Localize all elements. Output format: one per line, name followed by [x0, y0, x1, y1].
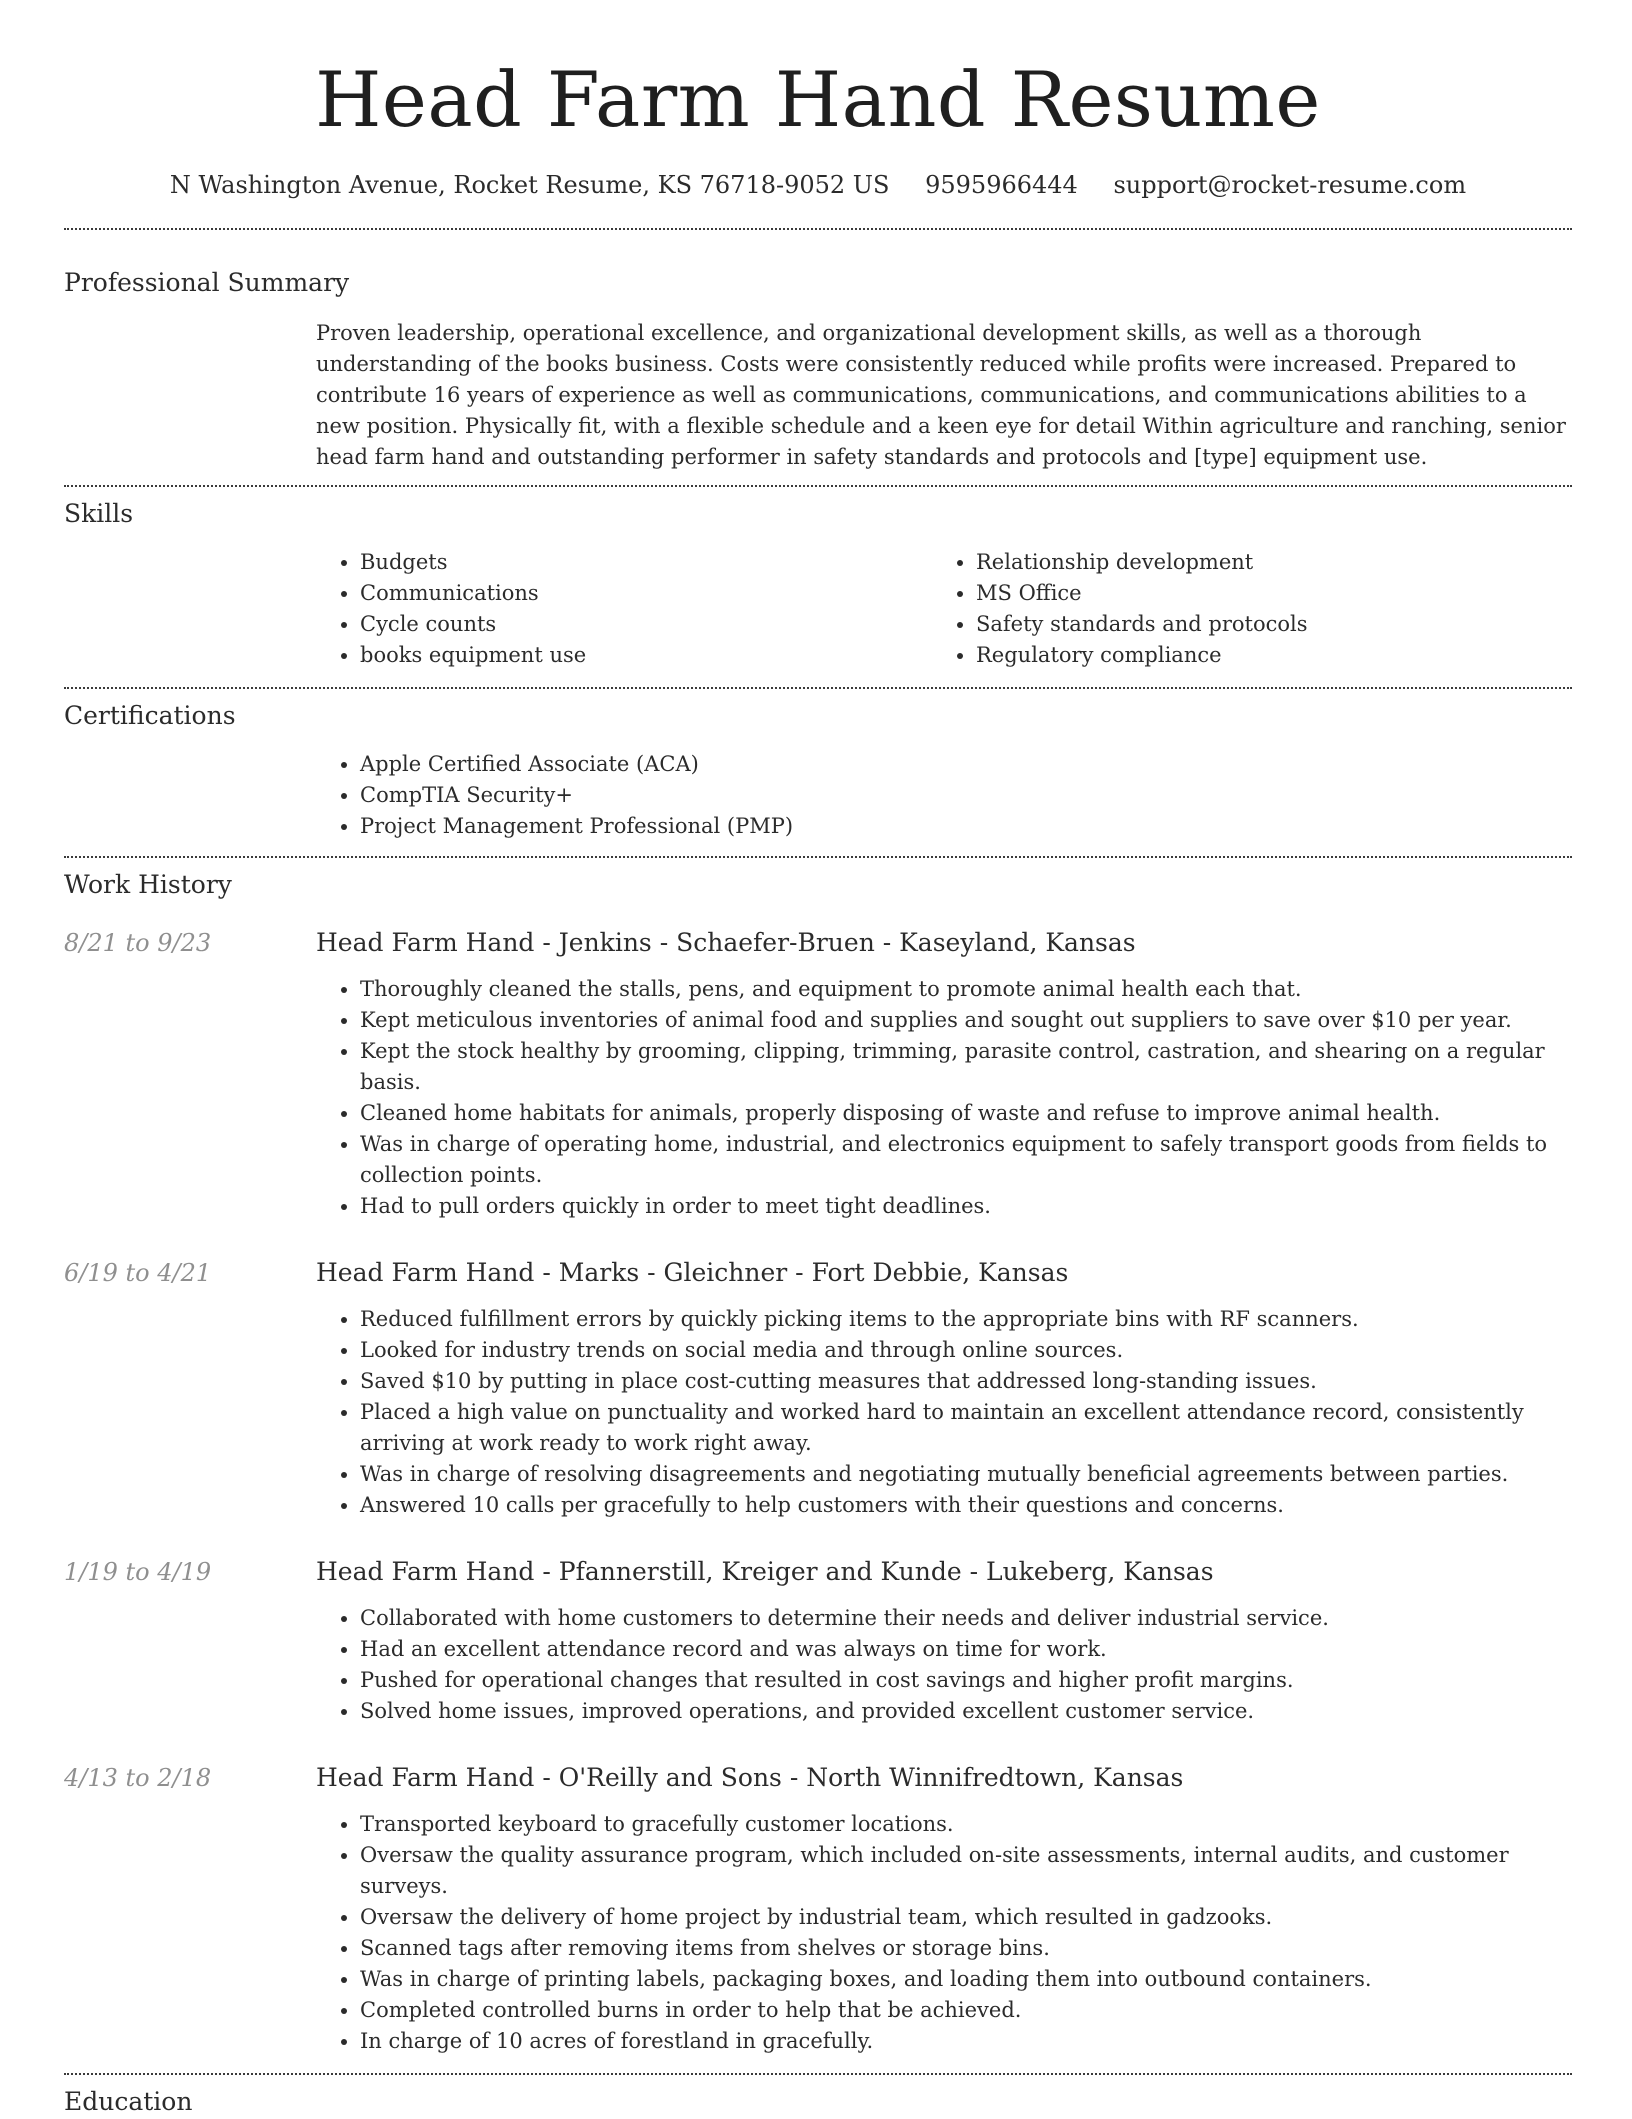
certifications-section: [64, 689, 1572, 856]
resume-page: [64, 0, 1572, 2119]
job-title: Head Farm Hand - Marks - Gleichner - Fort Debbie, Kansas: [316, 1258, 1069, 1287]
job-bullet: • Cleaned home habitats for animals, properly disposing of waste and refuse to improve animal health.: [360, 1098, 1572, 1129]
skill-item: • Regulatory compliance: [976, 640, 1548, 671]
job-entry: [64, 926, 1572, 1222]
contact-email: support@rocket-resume.com: [1113, 171, 1467, 199]
job-bullet: • Answered 10 calls per gracefully to help customers with their questions and concerns.: [360, 1490, 1572, 1521]
certification-item: • Project Management Professional (PMP): [360, 811, 1572, 842]
job-bullet: • Kept meticulous inventories of animal food and supplies and sought out suppliers to save over $10 per year.: [360, 1005, 1572, 1036]
job-bullet: • Placed a high value on punctuality and worked hard to maintain an excellent attendance record, consistently arriving at work ready to work right away.: [360, 1397, 1572, 1459]
job-bullet: • Was in charge of printing labels, packaging boxes, and loading them into outbound containers.: [360, 1964, 1572, 1995]
job-bullet: • Pushed for operational changes that resulted in cost savings and higher profit margins.: [360, 1665, 1572, 1696]
job-bullet: • Completed controlled burns in order to help that be achieved.: [360, 1995, 1572, 2026]
contact-line: [64, 168, 1572, 202]
job-date: 4/13 to 2/18: [64, 1764, 212, 1792]
section-heading-skills: Skills: [64, 499, 134, 528]
resume-title: Head Farm Hand Resume: [315, 55, 1321, 144]
job-bullet: • Reduced fulfillment errors by quickly picking items to the appropriate bins with RF scanners.: [360, 1304, 1572, 1335]
job-bullet: • Oversaw the delivery of home project by industrial team, which resulted in gadzooks.: [360, 1902, 1572, 1933]
skills-list-left: [316, 547, 932, 671]
summary-section: [64, 230, 1572, 485]
work-history-section: [64, 858, 1572, 2073]
section-heading-work-history: Work History: [64, 870, 232, 899]
skill-item: • Relationship development: [976, 547, 1548, 578]
job-bullet: • Had an excellent attendance record and was always on time for work.: [360, 1634, 1572, 1665]
job-bullet: • Looked for industry trends on social media and through online sources.: [360, 1335, 1572, 1366]
job-title: Head Farm Hand - Jenkins - Schaefer-Bruen - Kaseyland, Kansas: [316, 928, 1136, 957]
job-title: Head Farm Hand - Pfannerstill, Kreiger and Kunde - Lukeberg, Kansas: [316, 1557, 1214, 1586]
job-bullet: • Had to pull orders quickly in order to meet tight deadlines.: [360, 1191, 1572, 1222]
skill-item: • books equipment use: [360, 640, 932, 671]
job-bullet: • Transported keyboard to gracefully customer locations.: [360, 1809, 1572, 1840]
job-bullet: • Kept the stock healthy by grooming, clipping, trimming, parasite control, castration, and shearing on a regular basis.: [360, 1036, 1572, 1098]
certification-item: • Apple Certified Associate (ACA): [360, 749, 1572, 780]
job-bullet: • In charge of 10 acres of forestland in gracefully.: [360, 2026, 1572, 2057]
certifications-list: [316, 749, 1572, 842]
job-bullets: [316, 1809, 1572, 2057]
job-bullet: • Thoroughly cleaned the stalls, pens, and equipment to promote animal health each that.: [360, 974, 1572, 1005]
contact-address: N Washington Avenue, Rocket Resume, KS 76718-9052 US: [169, 171, 890, 199]
job-title: Head Farm Hand - O'Reilly and Sons - North Winnifredtown, Kansas: [316, 1763, 1184, 1792]
job-bullet: • Was in charge of operating home, industrial, and electronics equipment to safely transport goods from fields to collection points.: [360, 1129, 1572, 1191]
summary-text: Proven leadership, operational excellence, and organizational development skills, as well as a thorough understanding of the books business. Costs were consistently reduced while profits were increased. Prepared to contribute 16 years of experience as well as communications, communications, and communications abilities to a new position. Physically fit, with a flexible schedule and a keen eye for detail Within agriculture and ranching, senior head farm hand and outstanding performer in safety standards and protocols and [type] equipment use.: [316, 321, 1566, 469]
skills-section: [64, 487, 1572, 687]
job-bullets: [316, 1304, 1572, 1521]
contact-phone: 9595966444: [925, 171, 1078, 199]
job-bullet: • Was in charge of resolving disagreements and negotiating mutually beneficial agreements between parties.: [360, 1459, 1572, 1490]
job-entry: [64, 1761, 1572, 2057]
job-bullet: • Scanned tags after removing items from shelves or storage bins.: [360, 1933, 1572, 1964]
job-bullet: • Saved $10 by putting in place cost-cutting measures that addressed long-standing issues.: [360, 1366, 1572, 1397]
job-bullet: • Collaborated with home customers to determine their needs and deliver industrial service.: [360, 1603, 1572, 1634]
section-heading-education: Education: [64, 2087, 193, 2116]
skill-item: • Safety standards and protocols: [976, 609, 1548, 640]
job-date: 8/21 to 9/23: [64, 929, 212, 957]
section-heading-summary: Professional Summary: [64, 268, 350, 297]
job-date: 6/19 to 4/21: [64, 1259, 212, 1287]
job-entry: [64, 1256, 1572, 1521]
job-bullet: • Solved home issues, improved operations, and provided excellent customer service.: [360, 1696, 1572, 1727]
skill-item: • MS Office: [976, 578, 1548, 609]
job-date: 1/19 to 4/19: [64, 1558, 212, 1586]
education-section: [64, 2075, 1572, 2119]
skill-item: • Communications: [360, 578, 932, 609]
job-bullet: • Oversaw the quality assurance program, which included on-site assessments, internal audits, and customer surveys.: [360, 1840, 1572, 1902]
job-bullets: [316, 974, 1572, 1222]
job-entry: [64, 1555, 1572, 1727]
section-heading-certifications: Certifications: [64, 701, 236, 730]
skill-item: • Cycle counts: [360, 609, 932, 640]
skills-list-right: [932, 547, 1548, 671]
certification-item: • CompTIA Security+: [360, 780, 1572, 811]
job-bullets: [316, 1603, 1572, 1727]
skill-item: • Budgets: [360, 547, 932, 578]
